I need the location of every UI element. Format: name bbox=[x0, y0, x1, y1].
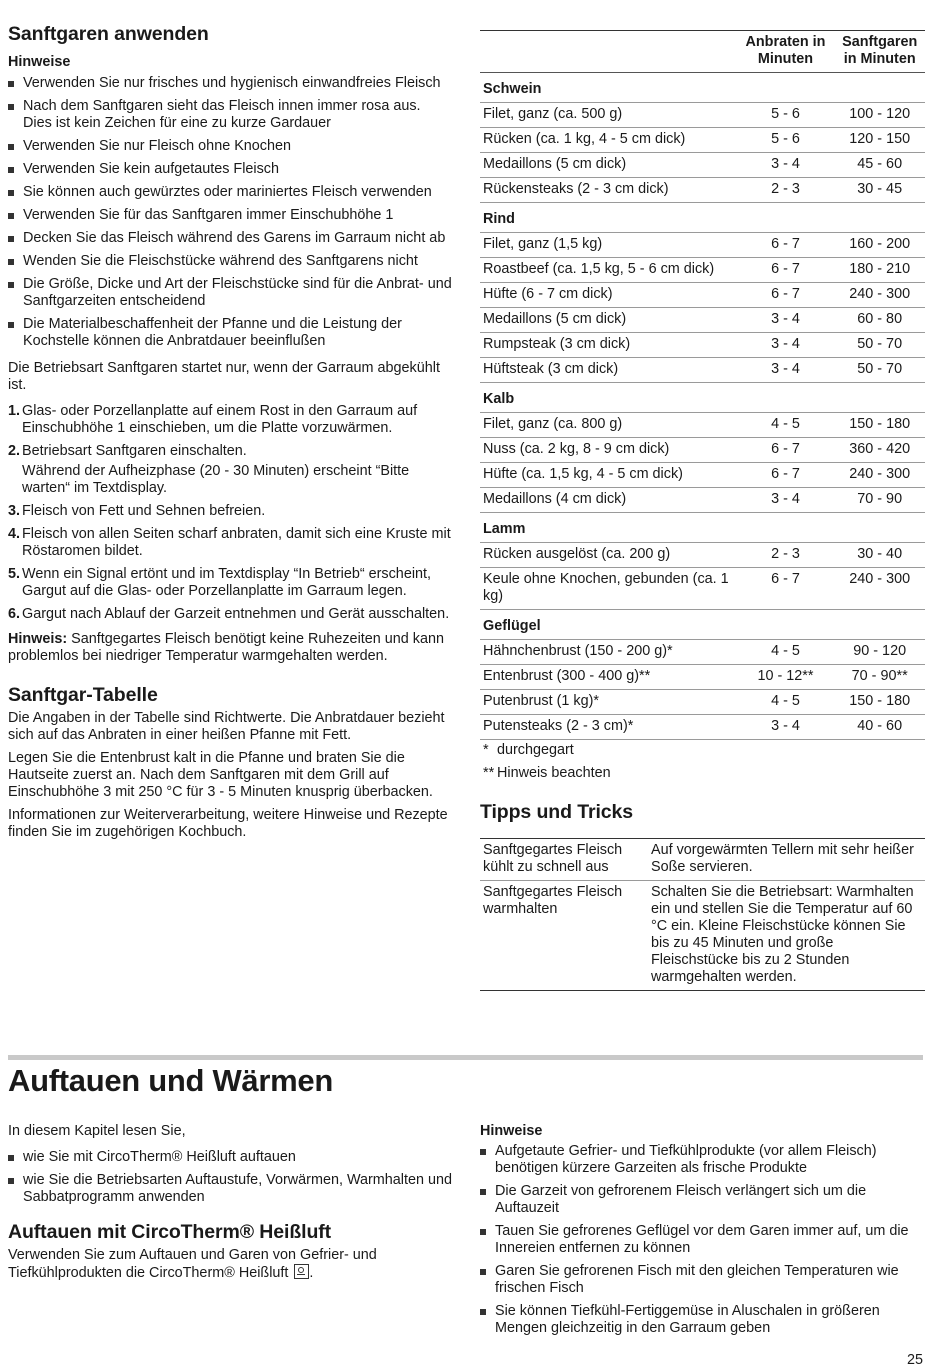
cell-anbraten: 3 - 4 bbox=[737, 333, 835, 358]
list-item: wie Sie die Betriebsarten Auftaustufe, Vorwärmen, Warmhalten und Sabbatprogramm anwenden bbox=[8, 1172, 453, 1206]
cell-anbraten: 3 - 4 bbox=[737, 358, 835, 383]
step-number: 4. bbox=[8, 526, 21, 542]
cell-anbraten: 6 - 7 bbox=[737, 463, 835, 488]
tips-problem: Sanftgegartes Fleisch kühlt zu schnell aus bbox=[480, 839, 648, 881]
auftauen-paragraph bbox=[8, 1247, 453, 1282]
cell-item: Keule ohne Knochen, gebunden (ca. 1 kg) bbox=[480, 568, 737, 610]
left-column bbox=[8, 22, 453, 847]
cell-anbraten: 4 - 5 bbox=[737, 640, 835, 665]
list-item: Garen Sie gefrorenen Fisch mit den gleichen Temperaturen wie frischen Fisch bbox=[480, 1263, 920, 1297]
step-item bbox=[8, 566, 453, 600]
tips-table bbox=[480, 838, 925, 991]
table-row bbox=[480, 283, 925, 308]
cell-sanftgaren: 50 - 70 bbox=[834, 333, 925, 358]
cell-item: Rückensteaks (2 - 3 cm dick) bbox=[480, 178, 737, 203]
section-title-sanftgaren: Sanftgaren anwenden bbox=[8, 23, 209, 45]
table-row bbox=[480, 233, 925, 258]
cell-item: Hüfte (6 - 7 cm dick) bbox=[480, 283, 737, 308]
step-number: 1. bbox=[8, 403, 21, 419]
footnote-row bbox=[480, 740, 925, 764]
cell-item: Medaillons (5 cm dick) bbox=[480, 153, 737, 178]
tips-solution: Schalten Sie die Betriebsart: Warmhalten ein und stellen Sie die Temperatur auf 60 °C ein. Kleine Fleischstücke können Sie bis zu 45 Minuten und große Fleischstücke bis zu 2 Stunden warmgehalten werden. bbox=[648, 881, 925, 991]
chapter-right-column bbox=[480, 1123, 920, 1343]
category-label: Schwein bbox=[480, 73, 925, 103]
list-item: Die Garzeit von gefrorenem Fleisch verlängert sich um die Auftauzeit bbox=[480, 1183, 920, 1217]
cell-sanftgaren: 70 - 90** bbox=[834, 665, 925, 690]
chapter-hints-heading: Hinweise bbox=[480, 1123, 543, 1139]
step-number: 6. bbox=[8, 606, 21, 622]
list-item: Sie können Tiefkühl-Fertiggemüse in Aluschalen in größeren Mengen gleichzeitig in den Garraum geben bbox=[480, 1303, 920, 1337]
list-item: wie Sie mit CircoTherm® Heißluft auftauen bbox=[8, 1149, 453, 1166]
footnote bbox=[480, 763, 925, 786]
cell-sanftgaren: 30 - 40 bbox=[834, 543, 925, 568]
footnote-text: durchgegart bbox=[497, 742, 574, 758]
cell-item: Hüfte (ca. 1,5 kg, 4 - 5 cm dick) bbox=[480, 463, 737, 488]
list-item: Die Größe, Dicke und Art der Fleischstücke sind für die Anbrat- und Sanftgarzeiten entscheidend bbox=[8, 276, 453, 310]
cell-sanftgaren: 240 - 300 bbox=[834, 283, 925, 308]
auftauen-text: Verwenden Sie zum Auftauen und Garen von Gefrier- und Tiefkühlprodukten die CircoTherm® Heißluft bbox=[8, 1247, 377, 1281]
cell-item: Nuss (ca. 2 kg, 8 - 9 cm dick) bbox=[480, 438, 737, 463]
cell-anbraten: 6 - 7 bbox=[737, 438, 835, 463]
sanftgar-table bbox=[480, 30, 925, 786]
list-item: Verwenden Sie nur frisches und hygienisch einwandfreies Fleisch bbox=[8, 75, 453, 92]
cell-anbraten: 5 - 6 bbox=[737, 128, 835, 153]
table-row bbox=[480, 178, 925, 203]
cell-sanftgaren: 180 - 210 bbox=[834, 258, 925, 283]
cell-anbraten: 5 - 6 bbox=[737, 103, 835, 128]
circotherm-fan-icon bbox=[294, 1264, 309, 1279]
cell-sanftgaren: 50 - 70 bbox=[834, 358, 925, 383]
list-item: Sie können auch gewürztes oder mariniertes Fleisch verwenden bbox=[8, 184, 453, 201]
step-item bbox=[8, 443, 453, 497]
column-header-anbraten: Anbraten in Minuten bbox=[737, 31, 835, 73]
cell-anbraten: 2 - 3 bbox=[737, 543, 835, 568]
step-item bbox=[8, 403, 453, 437]
table-row bbox=[480, 463, 925, 488]
cell-anbraten: 3 - 4 bbox=[737, 715, 835, 740]
table-body bbox=[480, 73, 925, 787]
cell-sanftgaren: 240 - 300 bbox=[834, 463, 925, 488]
table-paragraph: Legen Sie die Entenbrust kalt in die Pfanne und braten Sie die Hautseite zuerst an. Nach dem Sanftgaren mit dem Grill auf Einschubhöhe 3 mit 250 °C für 3 - 5 Minuten knusprig überbacken. bbox=[8, 750, 433, 800]
list-item: Tauen Sie gefrorenes Geflügel vor dem Garen immer auf, um die Innereien entfernen zu können bbox=[480, 1223, 920, 1257]
table-row bbox=[480, 153, 925, 178]
cell-sanftgaren: 70 - 90 bbox=[834, 488, 925, 513]
cell-anbraten: 4 - 5 bbox=[737, 413, 835, 438]
step-item bbox=[8, 526, 453, 560]
tips-solution: Auf vorgewärmten Tellern mit sehr heißer Soße servieren. bbox=[648, 839, 925, 881]
cell-anbraten: 10 - 12** bbox=[737, 665, 835, 690]
chapter-divider bbox=[8, 1055, 923, 1060]
section-title-tipps: Tipps und Tricks bbox=[480, 801, 633, 823]
table-row bbox=[480, 358, 925, 383]
cell-sanftgaren: 360 - 420 bbox=[834, 438, 925, 463]
cell-anbraten: 4 - 5 bbox=[737, 690, 835, 715]
category-label: Lamm bbox=[480, 513, 925, 543]
cell-sanftgaren: 30 - 45 bbox=[834, 178, 925, 203]
list-item: Decken Sie das Fleisch während des Garens im Garraum nicht ab bbox=[8, 230, 453, 247]
cell-anbraten: 2 - 3 bbox=[737, 178, 835, 203]
section-title-sanftgar-tabelle: Sanftgar-Tabelle bbox=[8, 684, 158, 706]
section-title-auftauen: Auftauen mit CircoTherm® Heißluft bbox=[8, 1221, 332, 1243]
cell-sanftgaren: 40 - 60 bbox=[834, 715, 925, 740]
column-header-sanftgaren: Sanftgaren in Minuten bbox=[834, 31, 925, 73]
chapter-title: Auftauen und Wärmen bbox=[8, 1063, 333, 1098]
table-row bbox=[480, 128, 925, 153]
cell-sanftgaren: 90 - 120 bbox=[834, 640, 925, 665]
table-category-row bbox=[480, 610, 925, 640]
table-row bbox=[480, 715, 925, 740]
hints-heading: Hinweise bbox=[8, 54, 71, 70]
cell-item: Putensteaks (2 - 3 cm)* bbox=[480, 715, 737, 740]
cell-sanftgaren: 150 - 180 bbox=[834, 413, 925, 438]
chapter-topics-list bbox=[8, 1149, 453, 1206]
steps-list bbox=[8, 403, 453, 623]
cell-anbraten: 3 - 4 bbox=[737, 153, 835, 178]
cell-anbraten: 3 - 4 bbox=[737, 308, 835, 333]
cell-sanftgaren: 150 - 180 bbox=[834, 690, 925, 715]
step-number: 2. bbox=[8, 443, 21, 459]
page-number: 25 bbox=[906, 1352, 923, 1368]
table-row bbox=[480, 333, 925, 358]
table-paragraph: Informationen zur Weiterverarbeitung, weitere Hinweise und Rezepte finden Sie im zugehörigen Kochbuch. bbox=[8, 807, 448, 840]
table-paragraph: Die Angaben in der Tabelle sind Richtwerte. Die Anbratdauer bezieht sich auf das Anbraten in einer heißen Pfanne mit Fett. bbox=[8, 710, 445, 743]
list-item: Die Materialbeschaffenheit der Pfanne und die Leistung der Kochstelle können die Anbratdauer beeinflußen bbox=[8, 316, 453, 350]
table-row bbox=[480, 413, 925, 438]
cell-item: Medaillons (5 cm dick) bbox=[480, 308, 737, 333]
note-text: Sanftgegartes Fleisch benötigt keine Ruhezeiten und kann problemlos bei niedriger Temperatur warmgehalten werden. bbox=[8, 631, 444, 664]
table-row bbox=[480, 543, 925, 568]
step-number: 5. bbox=[8, 566, 21, 582]
step-text: Betriebsart Sanftgaren einschalten. bbox=[22, 443, 247, 459]
step-text: Glas- oder Porzellanplatte auf einem Rost in den Garraum auf Einschubhöhe 1 einschieben, um die Platte vorzuwärmen. bbox=[22, 403, 418, 436]
chapter-hints-list bbox=[480, 1143, 920, 1337]
cell-anbraten: 6 - 7 bbox=[737, 283, 835, 308]
table-row bbox=[480, 103, 925, 128]
list-item: Nach dem Sanftgaren sieht das Fleisch innen immer rosa aus. Dies ist kein Zeichen für eine zu kurze Gardauer bbox=[8, 98, 453, 132]
cell-sanftgaren: 120 - 150 bbox=[834, 128, 925, 153]
table-row bbox=[480, 665, 925, 690]
list-item: Wenden Sie die Fleischstücke während des Sanftgarens nicht bbox=[8, 253, 453, 270]
list-item: Aufgetaute Gefrier- und Tiefkühlprodukte (vor allem Fleisch) benötigen kürzere Garzeiten als frische Produkte bbox=[480, 1143, 920, 1177]
footnote-mark: ** bbox=[483, 765, 495, 781]
cell-item: Rumpsteak (3 cm dick) bbox=[480, 333, 737, 358]
column-header-item bbox=[480, 31, 737, 73]
table-row bbox=[480, 488, 925, 513]
footnote bbox=[480, 740, 925, 764]
category-label: Rind bbox=[480, 203, 925, 233]
chapter-left-column bbox=[8, 1123, 453, 1288]
auftauen-text-end: . bbox=[309, 1265, 314, 1281]
footnote-row bbox=[480, 763, 925, 786]
cell-item: Filet, ganz (1,5 kg) bbox=[480, 233, 737, 258]
cell-sanftgaren: 100 - 120 bbox=[834, 103, 925, 128]
cell-item: Rücken ausgelöst (ca. 200 g) bbox=[480, 543, 737, 568]
table-row bbox=[480, 258, 925, 283]
footnote-mark: * bbox=[483, 742, 489, 758]
footnote-text: Hinweis beachten bbox=[497, 765, 611, 781]
step-text: Fleisch von Fett und Sehnen befreien. bbox=[22, 503, 266, 519]
cell-item: Filet, ganz (ca. 500 g) bbox=[480, 103, 737, 128]
cell-item: Filet, ganz (ca. 800 g) bbox=[480, 413, 737, 438]
cell-item: Roastbeef (ca. 1,5 kg, 5 - 6 cm dick) bbox=[480, 258, 737, 283]
table-category-row bbox=[480, 203, 925, 233]
cell-item: Hüftsteak (3 cm dick) bbox=[480, 358, 737, 383]
cell-anbraten: 6 - 7 bbox=[737, 233, 835, 258]
cell-item: Putenbrust (1 kg)* bbox=[480, 690, 737, 715]
table-row bbox=[480, 438, 925, 463]
list-item: Verwenden Sie für das Sanftgaren immer Einschubhöhe 1 bbox=[8, 207, 453, 224]
note-paragraph bbox=[8, 631, 453, 665]
cell-sanftgaren: 240 - 300 bbox=[834, 568, 925, 610]
cell-sanftgaren: 160 - 200 bbox=[834, 233, 925, 258]
step-text: Gargut nach Ablauf der Garzeit entnehmen und Gerät ausschalten. bbox=[22, 606, 450, 622]
step-number: 3. bbox=[8, 503, 21, 519]
table-header-row bbox=[480, 31, 925, 73]
cell-anbraten: 6 - 7 bbox=[737, 258, 835, 283]
chapter-intro: In diesem Kapitel lesen Sie, bbox=[8, 1123, 186, 1139]
hints-list bbox=[8, 75, 453, 350]
step-text: Fleisch von allen Seiten scharf anbraten, damit sich eine Kruste mit Röstaromen bildet. bbox=[22, 526, 451, 559]
cell-item: Hähnchenbrust (150 - 200 g)* bbox=[480, 640, 737, 665]
tips-problem: Sanftgegartes Fleisch warmhalten bbox=[480, 881, 648, 991]
table-row bbox=[480, 690, 925, 715]
step-text: Wenn ein Signal ertönt und im Textdisplay “In Betrieb“ erscheint, Gargut auf die Glas- oder Porzellanplatte im Garraum legen. bbox=[22, 566, 432, 599]
table-row bbox=[480, 568, 925, 610]
note-label: Hinweis: bbox=[8, 631, 68, 647]
list-item: Verwenden Sie kein aufgetautes Fleisch bbox=[8, 161, 453, 178]
table-category-row bbox=[480, 73, 925, 103]
cell-item: Entenbrust (300 - 400 g)** bbox=[480, 665, 737, 690]
table-category-row bbox=[480, 383, 925, 413]
table-category-row bbox=[480, 513, 925, 543]
table-row bbox=[480, 839, 925, 881]
table-row bbox=[480, 308, 925, 333]
step-item bbox=[8, 503, 453, 520]
right-column bbox=[480, 30, 925, 991]
cell-item: Medaillons (4 cm dick) bbox=[480, 488, 737, 513]
cell-sanftgaren: 45 - 60 bbox=[834, 153, 925, 178]
step-subtext: Während der Aufheizphase (20 - 30 Minuten) erscheint “Bitte warten“ im Textdisplay. bbox=[22, 463, 410, 496]
table-row bbox=[480, 881, 925, 991]
step-item bbox=[8, 606, 453, 623]
cell-anbraten: 3 - 4 bbox=[737, 488, 835, 513]
intro-paragraph: Die Betriebsart Sanftgaren startet nur, wenn der Garraum abgekühlt ist. bbox=[8, 360, 440, 393]
list-item: Verwenden Sie nur Fleisch ohne Knochen bbox=[8, 138, 453, 155]
category-label: Geflügel bbox=[480, 610, 925, 640]
cell-anbraten: 6 - 7 bbox=[737, 568, 835, 610]
cell-sanftgaren: 60 - 80 bbox=[834, 308, 925, 333]
cell-item: Rücken (ca. 1 kg, 4 - 5 cm dick) bbox=[480, 128, 737, 153]
table-row bbox=[480, 640, 925, 665]
category-label: Kalb bbox=[480, 383, 925, 413]
